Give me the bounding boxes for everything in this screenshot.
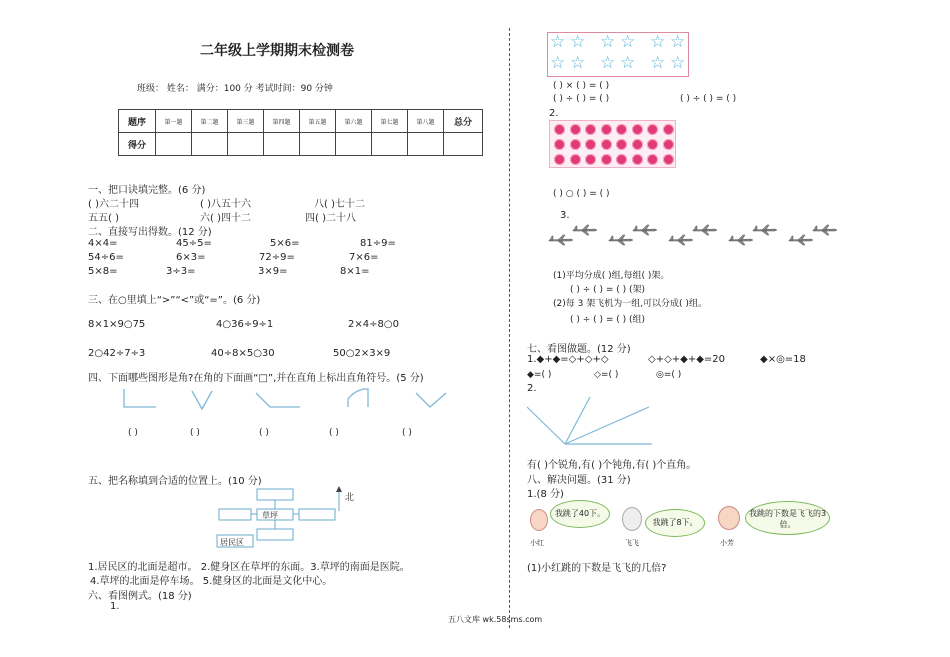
s5-clue: 1.居民区的北面是超市。 2.健身区在草坪的东面。3.草坪的南面是医院。 [88, 562, 410, 573]
flower-icon [570, 124, 581, 135]
score-cell[interactable] [192, 133, 228, 156]
s2-item: 5×8= [88, 266, 118, 277]
flower-icon [647, 139, 658, 150]
bubble-text: 我跳了8下。 [652, 518, 698, 527]
flower-icon [647, 124, 658, 135]
s7-eq: ◇+◇+◆+◆=20 [648, 354, 726, 365]
airplane-icon [729, 235, 753, 245]
flower-icon [601, 139, 612, 150]
s3-item: 2×4÷8○0 [348, 319, 399, 330]
speech-bubble [745, 501, 830, 535]
north-label: 北 [345, 493, 355, 503]
flower-icon [554, 154, 565, 165]
section-7-title: 七、看图做题。(12 分) [527, 344, 631, 355]
s1-item: 八( )七十二 [314, 199, 365, 210]
s7-answer[interactable]: ◆=( ) [527, 370, 552, 380]
star-grid [547, 32, 689, 77]
flower-icon [554, 124, 565, 135]
s7-q2-text: 有( )个锐角,有( )个钝角,有( )个直角。 [527, 460, 697, 471]
s2-item: 3÷3= [166, 266, 196, 277]
lawn-label: 草坪 [262, 511, 278, 520]
s6-q2-eq: ( ) ○ ( ) = ( ) [553, 189, 610, 199]
flower-icon [570, 139, 581, 150]
score-col-4: 第四题 [264, 110, 300, 133]
s6-q3-item: (2)每 3 架飞机为一组,可以分成( )组。 [553, 299, 707, 309]
flower-icon [663, 139, 674, 150]
shape-1 [124, 389, 156, 407]
score-cell[interactable] [444, 133, 483, 156]
flower-icon [647, 154, 658, 165]
score-col-5: 第五题 [300, 110, 336, 133]
s7-answer[interactable]: ◇=( ) [594, 370, 619, 380]
s6-q1-label: 1. [110, 601, 120, 612]
airplane-icon [789, 235, 813, 245]
score-col-6: 第六题 [336, 110, 372, 133]
shape-2 [192, 391, 212, 409]
star-icon: ☆ [650, 32, 666, 52]
star-icon: ☆ [570, 53, 586, 73]
s6-q1-eq: ( ) ÷ ( ) = ( ) [680, 94, 737, 104]
s8-question: (1)小红跳的下数是飞飞的几倍? [527, 563, 667, 574]
s6-q1-eq: ( ) ÷ ( ) = ( ) [553, 94, 610, 104]
bubble-text: 我跳了40下。 [554, 509, 606, 518]
star-icon: ☆ [620, 53, 636, 73]
score-total-label: 总分 [444, 110, 483, 133]
s4-blank[interactable]: ( ) [190, 428, 200, 438]
s2-item: 7×6= [349, 252, 379, 263]
kid-name: 飞飞 [625, 539, 639, 547]
flower-icon [663, 124, 674, 135]
s6-q3-eq: ( ) ÷ ( ) = ( ) (组) [570, 315, 646, 325]
flower-icon [601, 124, 612, 135]
s2-item: 45÷5= [176, 238, 212, 249]
score-col-8: 第八题 [408, 110, 444, 133]
xiaofang-avatar [718, 506, 740, 530]
s7-answer[interactable]: ◎=( ) [656, 370, 682, 380]
s1-item: ( )八五十六 [200, 199, 251, 210]
s4-blank[interactable]: ( ) [402, 428, 412, 438]
column-divider [509, 28, 510, 628]
xiaohong-avatar [530, 509, 548, 531]
s1-item: 六( )四十二 [200, 213, 251, 224]
section-8-title: 八、解决问题。(31 分) [527, 475, 631, 486]
s3-item: 4○36÷9÷1 [216, 319, 274, 330]
airplane-icon [669, 235, 693, 245]
shape-4 [348, 389, 368, 407]
star-icon: ☆ [600, 53, 616, 73]
star-icon: ☆ [570, 32, 586, 52]
s2-item: 3×9= [258, 266, 288, 277]
score-cell[interactable] [336, 133, 372, 156]
airplane-icon [813, 225, 837, 235]
section-2-title: 二、直接写出得数。(12 分) [88, 227, 212, 238]
section-5-title: 五、把名称填到合适的位置上。(10 分) [88, 476, 262, 487]
airplane-icon [573, 225, 597, 235]
s3-item: 8×1×9○75 [88, 319, 146, 330]
s3-item: 40÷8×5○30 [211, 348, 275, 359]
score-cell[interactable] [372, 133, 408, 156]
flower-icon [632, 154, 643, 165]
score-col-2: 第二题 [192, 110, 228, 133]
star-icon: ☆ [620, 32, 636, 52]
score-cell[interactable] [300, 133, 336, 156]
s1-item: ( )六二十四 [88, 199, 139, 210]
s4-blank[interactable]: ( ) [259, 428, 269, 438]
airplane-icon [609, 235, 633, 245]
s7-q2-label: 2. [527, 383, 537, 394]
star-icon: ☆ [670, 32, 686, 52]
s4-blank[interactable]: ( ) [329, 428, 339, 438]
s3-item: 2○42÷7÷3 [88, 348, 146, 359]
section-1-title: 一、把口诀填完整。(6 分) [88, 185, 206, 196]
shape-5 [416, 393, 446, 407]
score-col-7: 第七题 [372, 110, 408, 133]
flower-icon [663, 154, 674, 165]
score-col-1: 第一题 [156, 110, 192, 133]
star-icon: ☆ [550, 53, 566, 73]
s6-q2-label: 2. [549, 108, 559, 119]
flower-icon [585, 124, 596, 135]
airplane-icon [549, 235, 573, 245]
s8-q1-label: 1.(8 分) [527, 489, 564, 500]
s6-q1-eq: ( ) × ( ) = ( ) [553, 81, 610, 91]
flower-icon [616, 124, 627, 135]
s2-item: 81÷9= [360, 238, 396, 249]
s4-blank[interactable]: ( ) [128, 428, 138, 438]
exam-info: 班级： 姓名： 满分：100 分 考试时间：90 分钟 [137, 84, 333, 94]
s6-q3-item: (1)平均分成( )组,每组( )架。 [553, 271, 670, 281]
flower-grid [549, 120, 676, 168]
s2-item: 72÷9= [259, 252, 295, 263]
page-title: 二年级上学期期末检测卷 [200, 43, 354, 59]
shape-3 [256, 393, 300, 407]
score-cell[interactable] [264, 133, 300, 156]
flower-icon [570, 154, 581, 165]
s2-item: 4×4= [88, 238, 118, 249]
angle-shapes [110, 385, 460, 415]
s2-item: 8×1= [340, 266, 370, 277]
flower-icon [616, 154, 627, 165]
s2-item: 54÷6= [88, 252, 124, 263]
flower-icon [632, 139, 643, 150]
flower-icon [632, 124, 643, 135]
score-row-label: 得分 [119, 133, 156, 156]
speech-bubble [645, 509, 705, 537]
s7-eq: 1.◆+◆=◇+◇+◇ [527, 354, 609, 365]
score-cell[interactable] [156, 133, 192, 156]
residential-label: 居民区 [220, 538, 244, 547]
kid-name: 小芳 [720, 539, 734, 547]
star-icon: ☆ [670, 53, 686, 73]
section-6-title: 六、看图例式。(18 分) [88, 591, 192, 602]
page-footer: 五八文库 wk.58sms.com [448, 615, 543, 624]
flower-icon [554, 139, 565, 150]
s3-item: 50○2×3×9 [333, 348, 391, 359]
star-icon: ☆ [650, 53, 666, 73]
s7-eq: ◆×◎=18 [760, 354, 806, 365]
s2-item: 6×3= [176, 252, 206, 263]
section-4-title: 四、下面哪些图形是角?在角的下面画“□”,并在直角上标出直角符号。(5 分) [88, 373, 424, 384]
airplane-icon [633, 225, 657, 235]
star-icon: ☆ [600, 32, 616, 52]
feifei-avatar [622, 507, 642, 531]
angle-rays-figure [525, 395, 655, 447]
score-row-label: 题序 [119, 110, 156, 133]
s5-clue: 4.草坪的北面是停车场。 5.健身区的北面是文化中心。 [90, 576, 333, 587]
star-icon: ☆ [550, 32, 566, 52]
s1-item: 四( )二十八 [305, 213, 356, 224]
score-col-3: 第三题 [228, 110, 264, 133]
s2-item: 5×6= [270, 238, 300, 249]
flower-icon [601, 154, 612, 165]
airplane-group [545, 222, 840, 252]
speech-bubble [550, 500, 610, 528]
flower-icon [585, 139, 596, 150]
score-cell[interactable] [408, 133, 444, 156]
score-table [118, 109, 483, 156]
airplane-icon [693, 225, 717, 235]
s6-q3-label: 3. [560, 210, 570, 221]
kid-name: 小红 [530, 539, 544, 547]
section-3-title: 三、在○里填上“>”“<”或“=”。(6 分) [88, 295, 261, 306]
s6-q3-eq: ( ) ÷ ( ) = ( ) (架) [570, 285, 646, 295]
score-cell[interactable] [228, 133, 264, 156]
flower-icon [585, 154, 596, 165]
bubble-text: 我跳的下数是飞飞的3倍。 [748, 509, 827, 529]
airplane-icon [753, 225, 777, 235]
flower-icon [616, 139, 627, 150]
s1-item: 五五( ) [88, 213, 119, 224]
